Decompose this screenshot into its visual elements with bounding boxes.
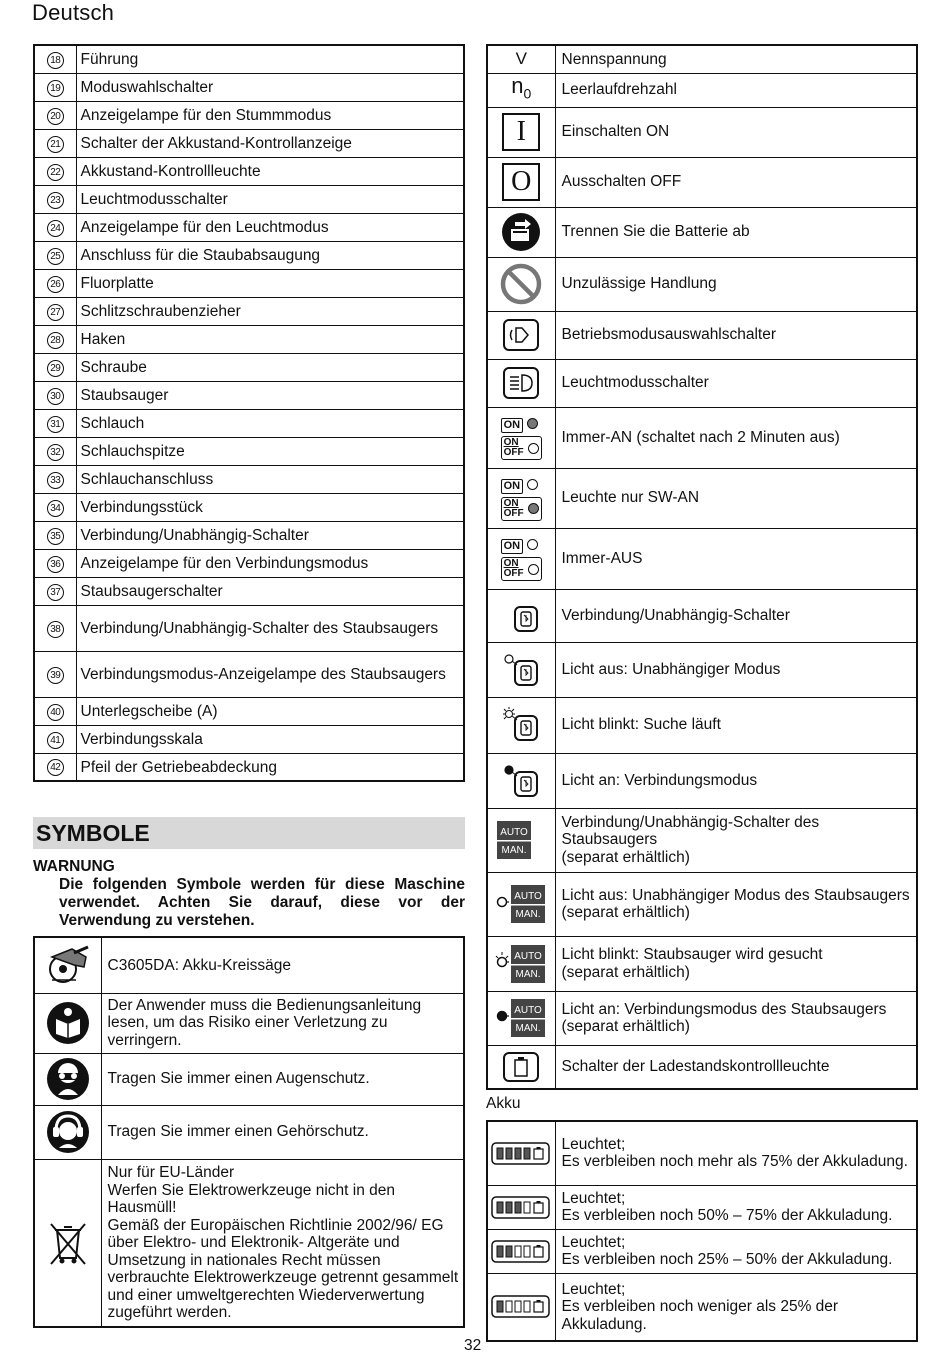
- battery-row: [487, 1121, 917, 1185]
- right-symbol-table: [486, 44, 918, 1090]
- part-label: Schraube: [76, 353, 464, 381]
- symbol-row: [34, 937, 464, 993]
- parts-row: [34, 605, 464, 651]
- part-number: 40: [47, 704, 64, 721]
- symbol-icon-cell: [487, 257, 555, 311]
- disconnect-battery-icon: [488, 212, 555, 252]
- symbol-row: [487, 311, 917, 359]
- battery-check-switch-icon: [488, 1051, 555, 1083]
- auto-label: AUTO: [514, 1005, 543, 1016]
- part-label: Anzeigelampe für den Stummmodus: [76, 101, 464, 129]
- part-number: 28: [47, 332, 64, 349]
- part-number: 35: [47, 528, 64, 545]
- left-symbol-table: [33, 936, 465, 1328]
- part-number: 19: [47, 80, 64, 97]
- part-number-cell: [34, 549, 76, 577]
- battery-description: Leuchtet; Es verbleiben noch weniger als 25% der Akkuladung.: [555, 1273, 917, 1341]
- light-on-link-icon: [488, 763, 555, 799]
- part-label: Haken: [76, 325, 464, 353]
- part-label: Leuchtmodusschalter: [76, 185, 464, 213]
- part-number: 29: [47, 360, 64, 377]
- part-number: 41: [47, 732, 64, 749]
- part-number-cell: [34, 297, 76, 325]
- part-label: Staubsaugerschalter: [76, 577, 464, 605]
- symbol-icon-cell: [487, 73, 555, 107]
- symbol-icon-cell: [487, 407, 555, 468]
- auto-man-light-blink-icon: [488, 942, 555, 986]
- warning-title: WARNUNG: [33, 858, 115, 875]
- part-number-cell: [34, 465, 76, 493]
- part-label: Anzeigelampe für den Leuchtmodus: [76, 213, 464, 241]
- auto-man-light-off-icon: [488, 882, 555, 926]
- parts-list-table: [33, 44, 465, 782]
- onoff-off-label: OFF: [503, 507, 524, 519]
- part-label: Staubsauger: [76, 381, 464, 409]
- part-number: 32: [47, 444, 64, 461]
- part-label: Fluorplatte: [76, 269, 464, 297]
- symbol-icon-cell: [487, 311, 555, 359]
- symbol-description: Unzulässige Handlung: [555, 257, 917, 311]
- symbol-description: Tragen Sie immer einen Gehörschutz.: [101, 1105, 464, 1159]
- circular-saw-icon: [34, 937, 101, 993]
- symbol-row: [487, 107, 917, 157]
- symbol-icon-cell: [487, 808, 555, 872]
- symbol-row: [34, 1053, 464, 1105]
- part-label: Moduswahlschalter: [76, 73, 464, 101]
- battery-description: Leuchtet; Es verbleiben noch 50% – 75% der Akkuladung.: [555, 1185, 917, 1229]
- battery-row: [487, 1185, 917, 1229]
- man-label: MAN.: [515, 909, 541, 920]
- symbol-description: Ausschalten OFF: [555, 157, 917, 207]
- auto-label: AUTO: [514, 891, 543, 902]
- part-number-cell: [34, 697, 76, 725]
- parts-row: [34, 409, 464, 437]
- part-number: 20: [47, 108, 64, 125]
- part-number-cell: [34, 725, 76, 753]
- symbol-description: Nennspannung: [555, 45, 917, 73]
- battery-4-bars-icon: [487, 1121, 555, 1185]
- symbol-row: [34, 1105, 464, 1159]
- auto-man-light-on-icon: [488, 996, 555, 1040]
- part-number-cell: [34, 409, 76, 437]
- symbol-description: Licht an: Verbindungsmodus: [555, 753, 917, 808]
- symbol-row: [487, 589, 917, 642]
- part-label: Schalter der Akkustand-Kontrollanzeige: [76, 129, 464, 157]
- onoff-on-label: ON: [503, 497, 519, 509]
- language-header: Deutsch: [32, 0, 115, 25]
- mode-select-icon: [488, 318, 555, 352]
- parts-row: [34, 381, 464, 409]
- on-badge: ON: [501, 479, 524, 494]
- part-label: Verbindungsstück: [76, 493, 464, 521]
- part-number-cell: [34, 437, 76, 465]
- part-label: Verbindungsmodus-Anzeigelampe des Staubsaugers: [76, 651, 464, 697]
- onoff-on-label: ON: [503, 437, 519, 448]
- onoff-off-label: OFF: [503, 568, 524, 579]
- onoff-on-label: ON: [503, 558, 519, 569]
- parts-row: [34, 437, 464, 465]
- parts-row: [34, 185, 464, 213]
- part-label: Pfeil der Getriebeabdeckung: [76, 753, 464, 781]
- light-sw-on-icon: [501, 476, 542, 521]
- symbol-icon-cell: [487, 468, 555, 528]
- symbol-description: Leerlaufdrehzahl: [555, 73, 917, 107]
- parts-row: [34, 297, 464, 325]
- battery-row: [487, 1273, 917, 1341]
- part-label: Schlauchanschluss: [76, 465, 464, 493]
- parts-row: [34, 493, 464, 521]
- part-label: Unterlegscheibe (A): [76, 697, 464, 725]
- read-manual-icon: [34, 993, 101, 1053]
- symbol-description: Nur für EU-Länder Werfen Sie Elektrowerkzeuge nicht in den Hausmüll! Gemäß der Europäischen Richtlinie 2002/96/ EG über Elektro- und Elektronik- Altgeräte und Umsetzung in nationales Recht müssen verbrauchte Elektrowerkzeuge getrennt gesammelt und einer umweltgerechten Wiederverwertung zugeführt werden.: [101, 1159, 464, 1327]
- symbol-description: Betriebsmodusauswahlschalter: [555, 311, 917, 359]
- parts-row: [34, 465, 464, 493]
- part-label: Akkustand-Kontrollleuchte: [76, 157, 464, 185]
- symbol-row: [487, 753, 917, 808]
- symbol-description: Verbindung/Unabhängig-Schalter: [555, 589, 917, 642]
- part-number: 34: [47, 500, 64, 517]
- symbol-icon-cell: [487, 528, 555, 589]
- no-load-sub: 0: [523, 85, 532, 102]
- parts-row: [34, 697, 464, 725]
- symbol-icon-cell: [487, 207, 555, 257]
- always-on-icon: [501, 415, 542, 460]
- light-blink-search-icon: [488, 707, 555, 743]
- symbol-description: Der Anwender muss die Bedienungsanleitung lesen, um das Risiko einer Verletzung zu verringern.: [101, 993, 464, 1053]
- symbol-icon-cell: [487, 45, 555, 73]
- switch-off-icon: O: [502, 163, 540, 201]
- auto-label: AUTO: [500, 827, 529, 838]
- part-number: 21: [47, 136, 64, 153]
- part-label: Anzeigelampe für den Verbindungsmodus: [76, 549, 464, 577]
- always-off-icon: [501, 536, 542, 581]
- no-load-speed-symbol: [511, 73, 532, 102]
- parts-row: [34, 651, 464, 697]
- battery-1-bar-icon: [487, 1273, 555, 1341]
- symbol-icon-cell: [487, 107, 555, 157]
- symbol-row: [487, 468, 917, 528]
- part-number-cell: [34, 185, 76, 213]
- part-number-cell: [34, 353, 76, 381]
- parts-row: [34, 325, 464, 353]
- symbol-description: Licht aus: Unabhängiger Modus des Staubsaugers (separat erhältlich): [555, 872, 917, 936]
- part-number-cell: [34, 269, 76, 297]
- parts-row: [34, 73, 464, 101]
- symbol-description: Licht blinkt: Staubsauger wird gesucht (separat erhältlich): [555, 936, 917, 991]
- symbol-icon-cell: [487, 991, 555, 1045]
- symbol-icon-cell: [487, 872, 555, 936]
- part-number: 31: [47, 416, 64, 433]
- symbol-icon-cell: [487, 1045, 555, 1089]
- part-number-cell: [34, 157, 76, 185]
- part-number-cell: [34, 325, 76, 353]
- ear-protection-icon: [34, 1105, 101, 1159]
- symbol-icon-cell: [487, 753, 555, 808]
- battery-description: Leuchtet; Es verbleiben noch mehr als 75% der Akkuladung.: [555, 1121, 917, 1185]
- symbol-icon-cell: [487, 642, 555, 697]
- parts-row: [34, 157, 464, 185]
- on-badge: ON: [501, 418, 524, 433]
- symbol-description: Immer-AN (schaltet nach 2 Minuten aus): [555, 407, 917, 468]
- switch-on-icon: I: [502, 113, 540, 151]
- symbol-row: [487, 407, 917, 468]
- light-mode-icon: [488, 366, 555, 400]
- part-number-cell: [34, 577, 76, 605]
- parts-row: [34, 521, 464, 549]
- eye-protection-icon: [34, 1053, 101, 1105]
- symbol-icon-cell: [487, 359, 555, 407]
- part-number-cell: [34, 521, 76, 549]
- part-number-cell: [34, 753, 76, 781]
- part-label: Schlauchspitze: [76, 437, 464, 465]
- on-badge: ON: [501, 539, 524, 554]
- part-number: 23: [47, 192, 64, 209]
- symbol-row: [487, 808, 917, 872]
- part-number: 24: [47, 220, 64, 237]
- symbol-icon-cell: [487, 936, 555, 991]
- part-number-cell: [34, 129, 76, 157]
- parts-row: [34, 353, 464, 381]
- part-label: Verbindungsskala: [76, 725, 464, 753]
- battery-table: [486, 1120, 918, 1342]
- voltage-symbol: V: [515, 49, 527, 68]
- parts-row: [34, 549, 464, 577]
- part-number: 39: [47, 667, 64, 684]
- symbol-row: [487, 157, 917, 207]
- symbol-icon-cell: [487, 697, 555, 753]
- part-number: 27: [47, 304, 64, 321]
- part-label: Schlauch: [76, 409, 464, 437]
- battery-description: Leuchtet; Es verbleiben noch 25% – 50% der Akkuladung.: [555, 1229, 917, 1273]
- symbol-description: Trennen Sie die Batterie ab: [555, 207, 917, 257]
- part-number: 37: [47, 584, 64, 601]
- akku-heading: Akku: [486, 1095, 521, 1112]
- part-number-cell: [34, 213, 76, 241]
- symbol-row: [487, 872, 917, 936]
- symbol-row: [487, 207, 917, 257]
- parts-row: [34, 129, 464, 157]
- part-number: 42: [47, 759, 64, 776]
- page-number: 32: [464, 1337, 482, 1354]
- part-number: 38: [47, 621, 64, 638]
- weee-crossed-bin-icon: [34, 1159, 101, 1327]
- part-number: 33: [47, 472, 64, 489]
- symbol-description: Tragen Sie immer einen Augenschutz.: [101, 1053, 464, 1105]
- parts-row: [34, 241, 464, 269]
- auto-man-switch-icon: [488, 818, 555, 862]
- man-label: MAN.: [515, 1023, 541, 1034]
- parts-row: [34, 45, 464, 73]
- prohibited-icon: [488, 263, 555, 305]
- light-off-independent-icon: [488, 652, 555, 688]
- symbol-description: Immer-AUS: [555, 528, 917, 589]
- symbol-description: Licht an: Verbindungsmodus des Staubsaugers (separat erhältlich): [555, 991, 917, 1045]
- parts-row: [34, 577, 464, 605]
- symbol-row: [487, 45, 917, 73]
- part-number-cell: [34, 605, 76, 651]
- part-label: Schlitzschraubenzieher: [76, 297, 464, 325]
- symbol-icon-cell: [487, 589, 555, 642]
- parts-row: [34, 269, 464, 297]
- parts-row: [34, 725, 464, 753]
- part-number: 22: [47, 164, 64, 181]
- symbol-row: [487, 257, 917, 311]
- symbol-row: [487, 697, 917, 753]
- symbol-description: Licht aus: Unabhängiger Modus: [555, 642, 917, 697]
- symbol-row: [487, 642, 917, 697]
- symbol-description: Licht blinkt: Suche läuft: [555, 697, 917, 753]
- warning-text: Die folgenden Symbole werden für diese Maschine verwendet. Achten Sie darauf, diese vor der Verwendung zu verstehen.: [59, 876, 465, 929]
- symbol-row: [487, 73, 917, 107]
- symbol-row: [487, 359, 917, 407]
- symbol-description: C3605DA: Akku-Kreissäge: [101, 937, 464, 993]
- part-number: 26: [47, 276, 64, 293]
- part-label: Anschluss für die Staubabsaugung: [76, 241, 464, 269]
- part-number-cell: [34, 241, 76, 269]
- battery-3-bars-icon: [487, 1185, 555, 1229]
- onoff-off-label: OFF: [503, 447, 524, 458]
- symbole-heading: SYMBOLE: [33, 817, 465, 849]
- part-number-cell: [34, 381, 76, 409]
- symbol-description: Verbindung/Unabhängig-Schalter des Staubsaugers (separat erhältlich): [555, 808, 917, 872]
- symbol-icon-cell: [487, 157, 555, 207]
- man-label: MAN.: [515, 968, 541, 980]
- symbol-row: [34, 1159, 464, 1327]
- part-label: Führung: [76, 45, 464, 73]
- symbol-description: Schalter der Ladestandskontrollleuchte: [555, 1045, 917, 1089]
- part-label: Verbindung/Unabhängig-Schalter des Staubsaugers: [76, 605, 464, 651]
- man-label: MAN.: [501, 845, 527, 856]
- part-number-cell: [34, 651, 76, 697]
- auto-label: AUTO: [514, 950, 543, 962]
- no-load-n: n: [511, 73, 524, 99]
- part-number: 18: [47, 52, 64, 69]
- part-number-cell: [34, 101, 76, 129]
- symbol-description: Leuchte nur SW-AN: [555, 468, 917, 528]
- symbol-row: [487, 991, 917, 1045]
- part-label: Verbindung/Unabhängig-Schalter: [76, 521, 464, 549]
- battery-2-bars-icon: [487, 1229, 555, 1273]
- battery-row: [487, 1229, 917, 1273]
- part-number: 36: [47, 556, 64, 573]
- parts-row: [34, 213, 464, 241]
- part-number-cell: [34, 493, 76, 521]
- part-number-cell: [34, 45, 76, 73]
- symbol-row: [487, 1045, 917, 1089]
- parts-row: [34, 101, 464, 129]
- part-number: 30: [47, 388, 64, 405]
- parts-row: [34, 753, 464, 781]
- symbol-row: [487, 528, 917, 589]
- part-number-cell: [34, 73, 76, 101]
- symbol-description: Leuchtmodusschalter: [555, 359, 917, 407]
- symbol-description: Einschalten ON: [555, 107, 917, 157]
- symbol-row: [34, 993, 464, 1053]
- part-number: 25: [47, 248, 64, 265]
- link-switch-icon: [488, 598, 555, 634]
- symbol-row: [487, 936, 917, 991]
